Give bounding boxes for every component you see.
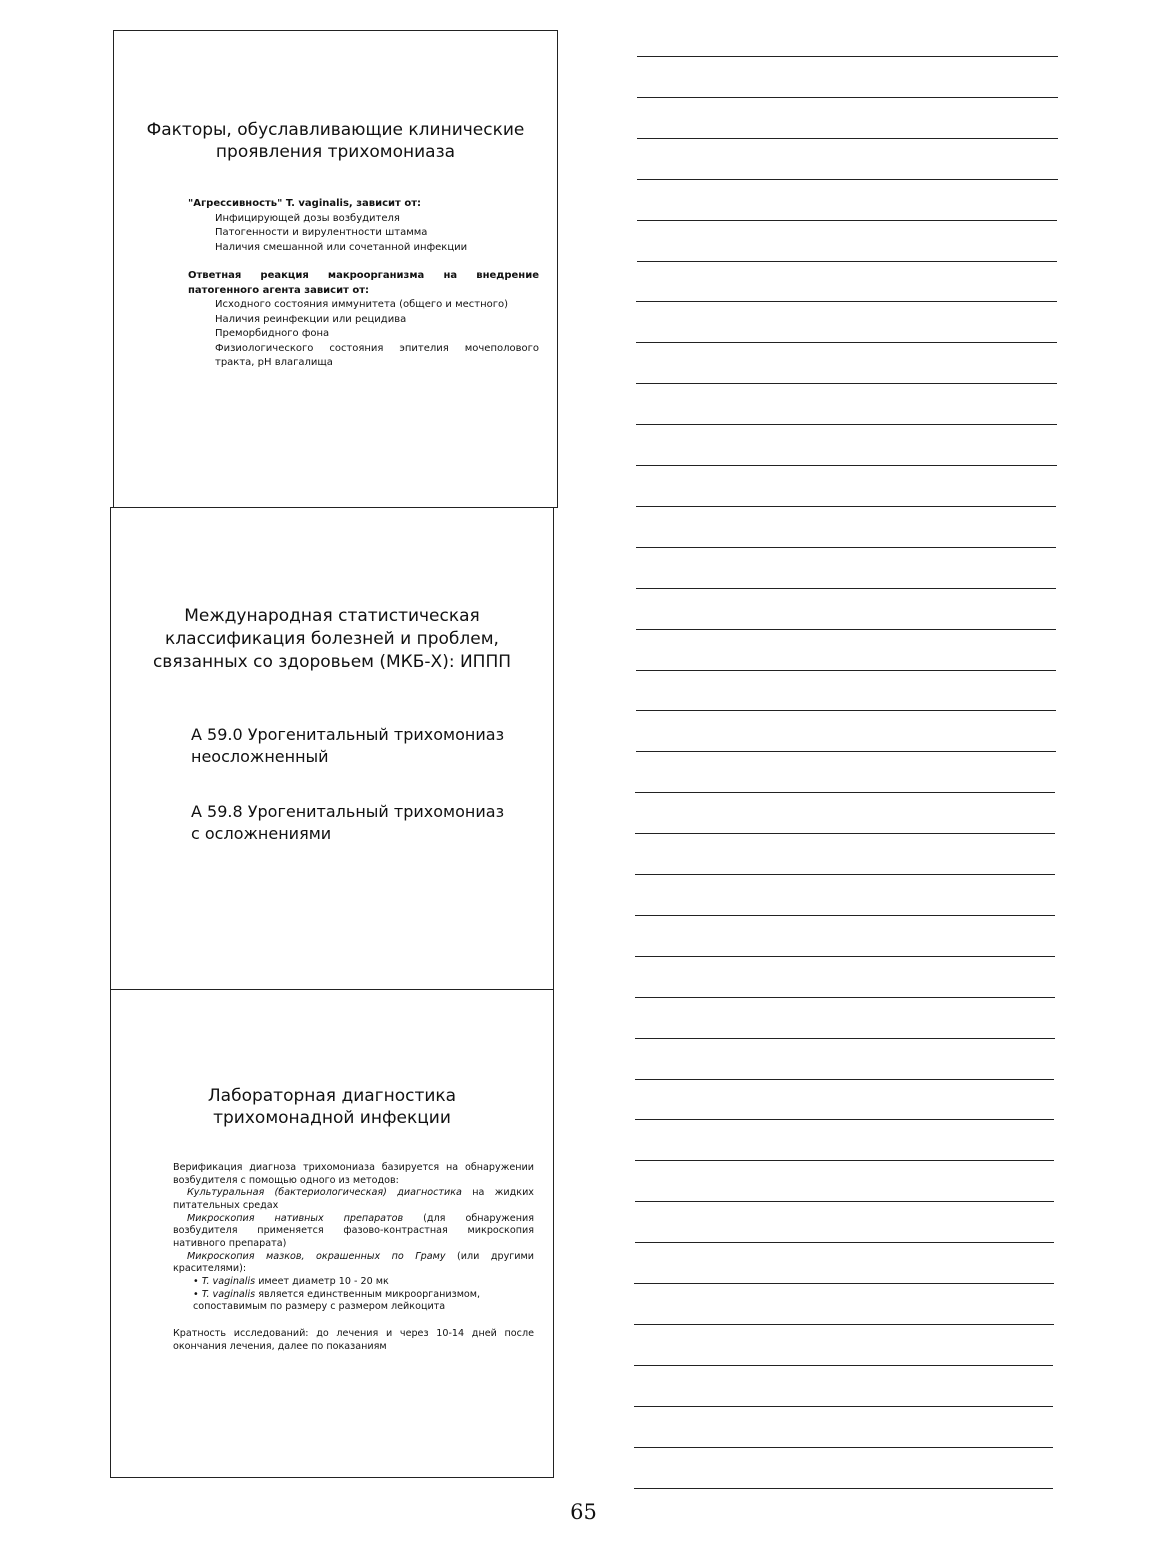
note-line bbox=[637, 56, 1058, 57]
note-line bbox=[636, 670, 1056, 671]
note-line bbox=[634, 1406, 1053, 1407]
slide-title: Международная статистическая классификация болезней и проблем, связанных со здоровьем (МКБ-X): ИППП bbox=[152, 606, 512, 672]
section-heading: Ответная реакция макроорганизма на внедрение bbox=[188, 270, 539, 281]
slide-trichomoniasis-factors bbox=[113, 30, 558, 508]
note-line bbox=[636, 547, 1056, 548]
note-line bbox=[635, 1079, 1054, 1080]
note-lines bbox=[630, 0, 1060, 1500]
slide-body bbox=[188, 197, 539, 371]
note-line bbox=[635, 1038, 1055, 1039]
section-heading: "Агрессивность" T. vaginalis, зависит от: bbox=[188, 198, 421, 209]
note-line bbox=[636, 710, 1056, 711]
note-line bbox=[634, 1324, 1054, 1325]
method-item: Культуральная (бактериологическая) диагностика на жидких bbox=[187, 1187, 534, 1199]
list-item: Патогенности и вирулентности штамма bbox=[215, 227, 428, 238]
note-line bbox=[635, 1242, 1054, 1243]
bullet-item: • T. vaginalis является единственным микроорганизмом, bbox=[193, 1288, 481, 1300]
note-line bbox=[635, 792, 1055, 793]
slide-lab-diagnostics bbox=[110, 989, 554, 1478]
note-line bbox=[636, 588, 1056, 589]
list-item: Физиологического состояния эпителия мочеполового тракта, pH влагалища bbox=[215, 342, 539, 368]
list-item: Преморбидного фона bbox=[215, 328, 330, 339]
note-line bbox=[636, 424, 1057, 425]
note-line bbox=[634, 1447, 1053, 1448]
page-number: 65 bbox=[570, 1500, 597, 1524]
list-item: Исходного состояния иммунитета (общего и местного) bbox=[215, 299, 509, 310]
footer-text: Кратность исследований: до лечения и через 10-14 дней после bbox=[173, 1327, 534, 1339]
slide-icd-classification bbox=[110, 507, 554, 990]
note-line bbox=[636, 506, 1056, 507]
note-line bbox=[637, 179, 1058, 180]
note-line bbox=[636, 751, 1056, 752]
icd-code-item: А 59.0 Урогенитальный трихомониаз неосложненный bbox=[191, 725, 505, 767]
section-heading-cont: патогенного агента зависит от: bbox=[188, 284, 370, 296]
method-item: Микроскопия нативных препаратов (для обнаружения bbox=[187, 1212, 534, 1224]
bullet-item: • T. vaginalis имеет диаметр 10 - 20 мк bbox=[193, 1275, 389, 1287]
note-line bbox=[634, 1283, 1054, 1284]
note-line bbox=[635, 833, 1055, 834]
icd-code-item: А 59.8 Урогенитальный трихомониаз с осложнениями bbox=[191, 802, 505, 844]
list-item: Инфицирующей дозы возбудителя bbox=[215, 212, 400, 224]
note-line bbox=[636, 301, 1057, 302]
note-line bbox=[636, 342, 1057, 343]
note-line bbox=[636, 629, 1056, 630]
slide-title: Факторы, обуславливающие клинические проявления трихомониаза bbox=[146, 120, 525, 163]
list-item: Наличия реинфекции или рецидива bbox=[215, 313, 407, 325]
note-line bbox=[635, 1160, 1054, 1161]
intro-text: Верификация диагноза трихомониаза базируется на обнаружении bbox=[173, 1162, 534, 1173]
method-item: Микроскопия мазков, окрашенных по Граму (или другими bbox=[187, 1250, 534, 1262]
note-line bbox=[637, 97, 1058, 98]
note-line bbox=[635, 915, 1055, 916]
note-line bbox=[635, 1201, 1054, 1202]
list-item: Наличия смешанной или сочетанной инфекции bbox=[215, 241, 468, 253]
note-line bbox=[635, 997, 1055, 998]
slide-title: Лабораторная диагностика трихомонадной инфекции bbox=[207, 1086, 457, 1129]
note-line bbox=[635, 956, 1055, 957]
slide-body: Верификация диагноза трихомониаза базируется на обнаружении возбудителя с помощью одного из методов: Культуральная (бактериологическая) диагностика на жидких питательных средах Микроскопия нативных препаратов (для обнаружения возбудителя применяется фазово-контрастная микроскопия нативного препарата) Микроскопия мазков, окрашенных по Граму (или другими красителями): • T. vaginalis имеет диаметр 10 - 20 мк • T. vaginalis является единственным микроорганизмом, сопоставимым по размеру с размером лейкоцита Кратность исследований: до лечения и через 10-14 дней после окончания лечения, далее по показаниям bbox=[173, 1162, 534, 1352]
note-line bbox=[637, 261, 1057, 262]
note-line bbox=[637, 138, 1058, 139]
note-line bbox=[635, 874, 1055, 875]
note-line bbox=[636, 383, 1057, 384]
note-line bbox=[637, 220, 1057, 221]
note-line bbox=[634, 1365, 1053, 1366]
note-line bbox=[635, 1119, 1054, 1120]
note-line bbox=[634, 1488, 1053, 1489]
note-line bbox=[636, 465, 1057, 466]
